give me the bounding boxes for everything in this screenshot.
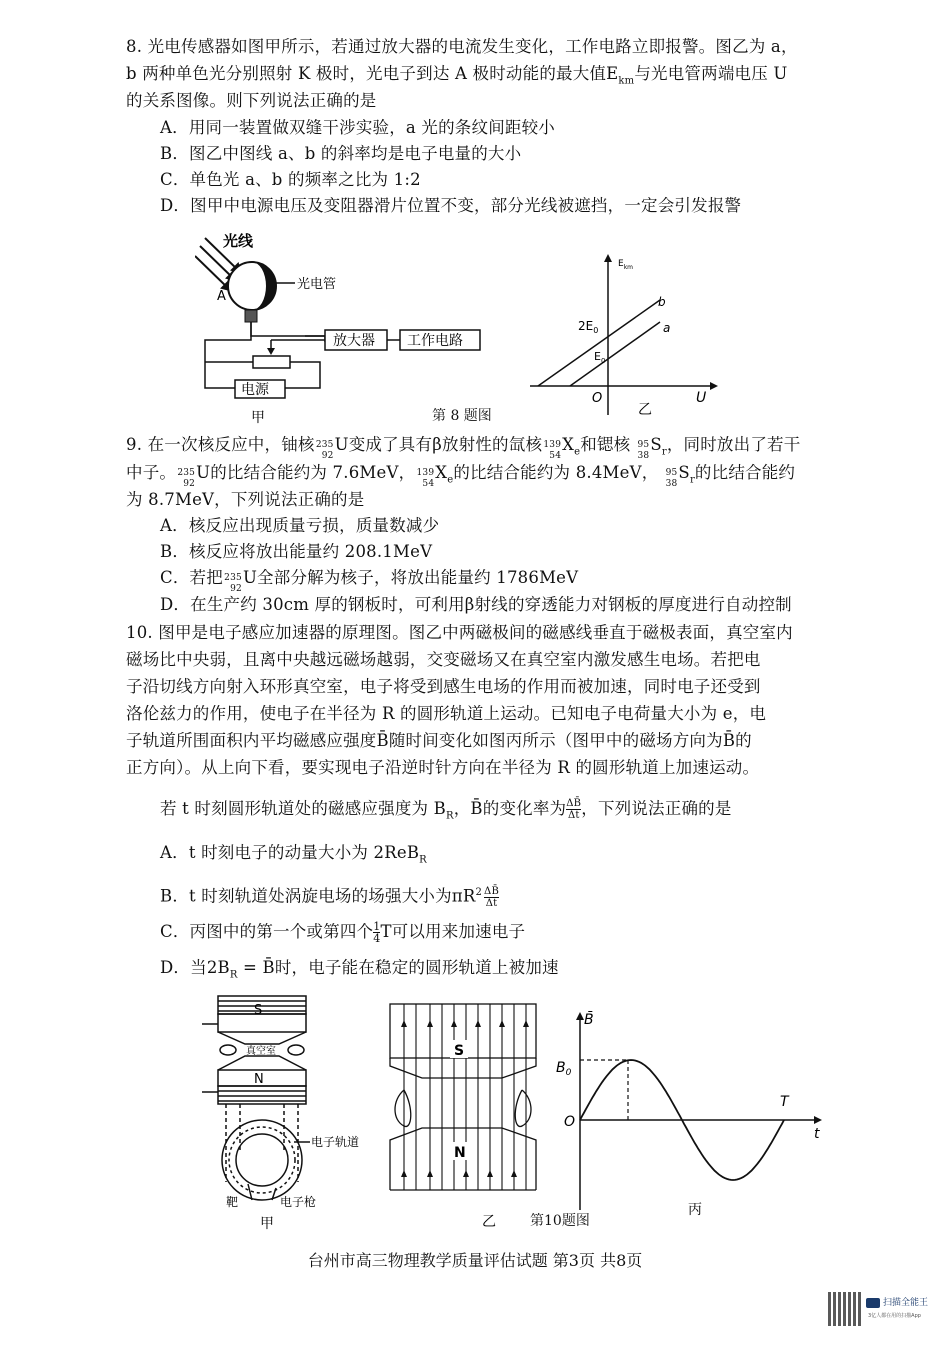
- electron-orbit-label: 电子轨道: [311, 1135, 360, 1149]
- vacuum-chamber-label: 真空室: [246, 1046, 276, 1057]
- rate-fraction: $\frac{\Delta B̄}{\Delta t}$: [566, 798, 582, 821]
- q8-stem-line3: 的关系图像。则下列说法正确的是: [126, 91, 377, 110]
- fig10-yi-label: 乙: [482, 1214, 496, 1230]
- origin-label: O: [592, 391, 603, 406]
- a-pole-label: A: [217, 289, 226, 304]
- e0-label: $E_0$: [594, 350, 606, 365]
- fig10-jia-n-pole: N: [254, 1072, 264, 1087]
- fig10-jia-label: 甲: [260, 1216, 274, 1232]
- q10-figure-yi: [382, 1000, 544, 1230]
- q9-option-d: D．在生产约 30cm 厚的钢板时，可利用β射线的穿透能力对钢板的厚度进行自动控制: [160, 595, 792, 614]
- q10-stem-line3: 子沿切线方向射入环形真空室，电子将受到感生电场的作用而被加速，同时电子还受到: [126, 677, 761, 696]
- light-label: 光线: [223, 232, 254, 250]
- line-b: [538, 300, 660, 386]
- q9-stem-line2: 中子。 235 92 U的比结合能约为 7.6MeV， 139 54 $X_e$的比结合能约为 8.4MeV， 95 38 $S_r$的比结合能约: [126, 463, 796, 489]
- q8-option-c: C．单色光 a、b 的频率之比为 1:2: [160, 170, 421, 189]
- q8-stem-line1: 8. 光电传感器如图甲所示，若通过放大器的电流发生变化，工作电路立即报警。图乙为 a，: [126, 37, 798, 56]
- fig10-yi-n-pole: N: [454, 1145, 466, 1161]
- fig8-jia-label: 甲: [251, 410, 265, 426]
- b0-label: $B_0$: [556, 1060, 572, 1078]
- badge-subtitle: 3亿人都在用的扫描App: [868, 1313, 921, 1319]
- electron-gun-label: 电子枪: [280, 1195, 317, 1209]
- q10-stem-line2: 磁场比中央弱，且离中央越远磁场越弱，交变磁场又在真空室内激发感生电场。若把电: [126, 650, 761, 669]
- q9-option-b: B．核反应将放出能量约 208.1MeV: [160, 542, 433, 561]
- fig8-yi-label: 乙: [638, 402, 652, 418]
- app-logo-icon: [866, 1298, 880, 1308]
- fig10-bing-label: 丙: [688, 1202, 702, 1218]
- q9-stem-line1: 9. 在一次核反应中，铀核 235 92 U变成了具有β放射性的氙核 139 54 $X_e$和锶核 95 38 $S_r$，同时放出了若干: [126, 435, 801, 461]
- target-label: 靶: [226, 1195, 239, 1209]
- fig10-jia-s-pole: S: [254, 1003, 263, 1018]
- fig10-caption: 第10题图: [530, 1213, 590, 1229]
- two-e0-label: $2E_0$: [578, 319, 599, 335]
- q8-figure-yi: [530, 250, 720, 420]
- q10-figure-jia: [190, 992, 365, 1232]
- phototube-label: 光电管: [297, 277, 337, 292]
- q8-option-d: D．图甲中电源电压及变阻器滑片位置不变，部分光线被遮挡，一定会引发报警: [160, 196, 742, 215]
- ek-axis-label: $E_{km}$: [618, 259, 634, 271]
- q10-option-d: D．当$2B_R$ = B̄时，电子能在稳定的圆形轨道上被加速: [160, 958, 559, 981]
- q10-condition: 若 t 时刻圆形轨道处的磁感应强度为 $B_R$，B̄的变化率为 $\frac{\Delta B̄}{\Delta t}$ ，下列说法正确的是: [160, 798, 732, 822]
- q10-option-a: A．t 时刻电子的动量大小为 2ReB$_R$: [160, 843, 427, 866]
- scanner-badge: [828, 1292, 938, 1330]
- q10-figure-bing: [552, 1010, 832, 1220]
- line-b-label: b: [658, 295, 666, 309]
- fig10-origin-label: O: [564, 1114, 576, 1130]
- q8-stem-line2: b 两种单色光分别照射 K 极时，光电子到达 A 极时动能的最大值$E_{km}$与光电管两端电压 U: [126, 64, 788, 87]
- amplifier-label: 放大器: [333, 333, 375, 349]
- q10-stem-line6: 正方向）。从上向下看，要实现电子沿逆时针方向在半径为 R 的圆形轨道上加速运动。: [126, 758, 760, 777]
- q10-option-c: C．丙图中的第一个或第四个 $\frac{1}{4}$ T可以用来加速电子: [160, 920, 526, 945]
- q10-option-b: B．t 时刻轨道处涡旋电场的场强大小为$\pi R^2$ $\frac{\Delta B̄}{\Delta t}$: [160, 885, 500, 909]
- badge-title: 扫描全能王: [883, 1298, 929, 1308]
- q9-option-c: C．若把 235 92 U全部分解为核子，将放出能量约 1786MeV: [160, 568, 579, 594]
- q8-option-a: A．用同一装置做双缝干涉实验，a 光的条纹间距较小: [160, 118, 555, 137]
- rheostat: [253, 356, 290, 368]
- line-a-label: a: [663, 321, 671, 335]
- work-circuit-label: 工作电路: [407, 333, 463, 349]
- q10-stem-line1: 10. 图甲是电子感应加速器的原理图。图乙中两磁极间的磁感线垂直于磁极表面，真空室内: [126, 623, 793, 642]
- q10-stem-line4: 洛伦兹力的作用，使电子在半径为 R 的圆形轨道上运动。已知电子电荷量大小为 e，电: [126, 704, 767, 723]
- q8-figure-jia: [195, 228, 495, 428]
- q9-stem-line3: 为 8.7MeV，下列说法正确的是: [126, 490, 365, 509]
- k-pole-label: K: [243, 281, 251, 295]
- qr-code-icon: [828, 1292, 862, 1326]
- q9-option-a: A．核反应出现质量亏损，质量数减少: [160, 516, 440, 535]
- b-axis-label: B̄: [584, 1012, 594, 1028]
- u-axis-label: U: [696, 390, 707, 406]
- power-source-label: 电源: [241, 382, 269, 398]
- fig8-caption: 第 8 题图: [432, 408, 492, 424]
- page-footer: 台州市高三物理教学质量评估试题 第3页 共8页: [307, 1251, 643, 1270]
- fig10-yi-s-pole: S: [454, 1043, 465, 1059]
- q8-option-b: B．图乙中图线 a、b 的斜率均是电子电量的大小: [160, 144, 522, 163]
- period-label: T: [780, 1094, 789, 1110]
- q10-stem-line5: 子轨道所围面积内平均磁感应强度B̄随时间变化如图丙所示（图甲中的磁场方向为B̄的: [126, 731, 752, 750]
- t-axis-label: t: [814, 1126, 820, 1142]
